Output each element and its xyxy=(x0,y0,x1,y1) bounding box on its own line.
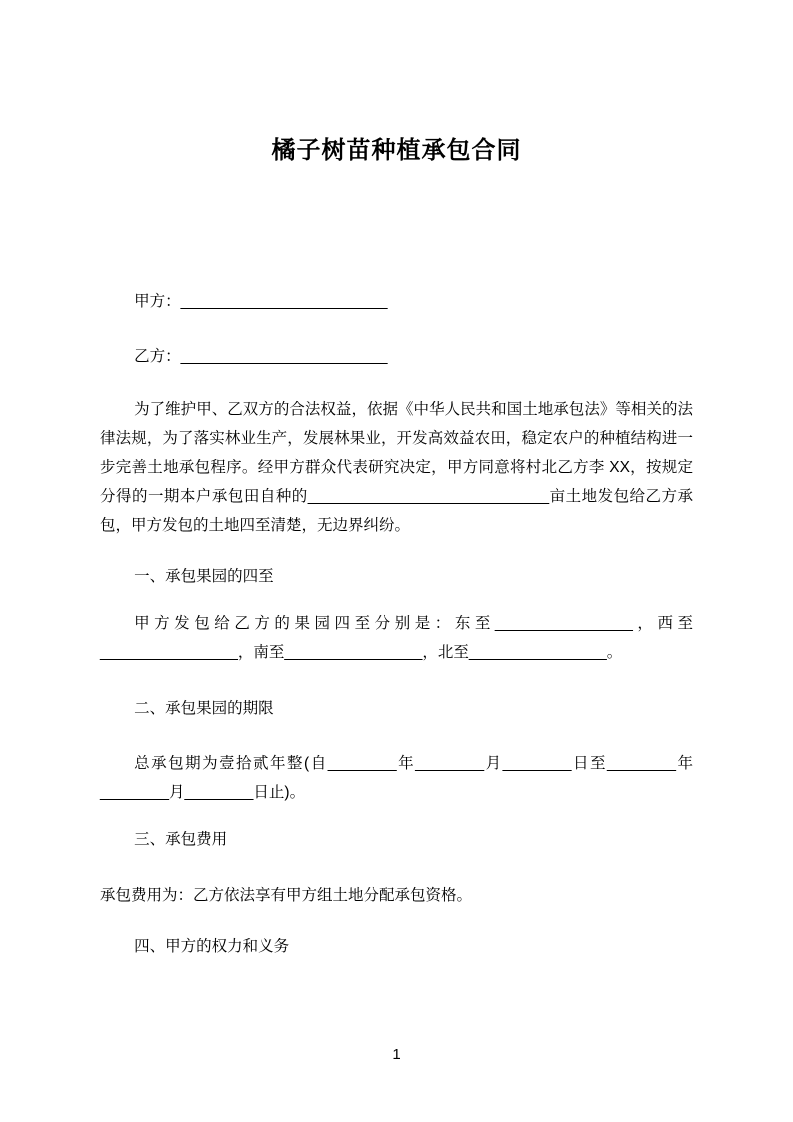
section-4-heading: 四、甲方的权力和义务 xyxy=(134,938,290,955)
preamble-paragraph: 为了维护甲、乙双方的合法权益，依据《中华人民共和国土地承包法》等相关的法律法规，为了落实林业生产，发展林果业，开发高效益农田，稳定农户的种植结构进一步完善土地承包程序。经甲方群众代表研究决定，甲方同意将村北乙方李 XX，按规定分得的一期本户承包田自种的____________________________亩土地发包给乙方承包，甲方发包的土地四至清楚，无边界纠纷。 xyxy=(100,401,693,534)
party-b-label: 乙方： xyxy=(134,348,181,365)
section-1-heading: 一、承包果园的四至 xyxy=(134,568,274,585)
party-a-label: 甲方： xyxy=(134,293,181,310)
party-b-line xyxy=(100,342,693,371)
party-b-blank: ________________________ xyxy=(180,348,388,365)
party-a-blank: ________________________ xyxy=(180,293,388,310)
party-a-line xyxy=(100,287,693,316)
page-number: 1 xyxy=(392,1046,401,1063)
section-3-heading: 三、承包费用 xyxy=(134,831,228,848)
section-1-body: 甲方发包给乙方的果园四至分别是：东至________________，西至________________，南至________________，北至________________。 xyxy=(100,615,693,661)
section-3-body: 承包费用为：乙方依法享有甲方组土地分配承包资格。 xyxy=(100,887,473,904)
document-title: 橘子树苗种植承包合同 xyxy=(271,137,522,164)
section-2-heading: 二、承包果园的期限 xyxy=(134,700,274,717)
section-2-body: 总承包期为壹拾贰年整(自________年________月________日至________年________月________日止)。 xyxy=(100,755,693,801)
